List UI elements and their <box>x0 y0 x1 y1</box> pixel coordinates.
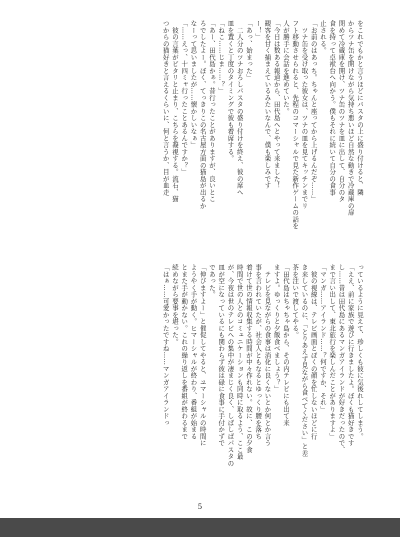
upper-text-line: なーって思いましたが……懐かしいなぁ」 <box>189 20 198 149</box>
lower-text-line: 着けて世の情報収集する時間が中々作れない。故に、この夕食 <box>245 264 253 453</box>
upper-text-line: 「あー、田代島かぁ。昔行ったことがありますが、良いとこ <box>208 20 216 203</box>
upper-text-line: 「……えっ、十四ミャ行ったことあるんですか？」 <box>180 20 189 176</box>
lower-text-line: 「伸びますよー」と催促してやると、ユマーシャルの時間に <box>198 264 207 447</box>
lower-text-line: ようやく手が動く。ヒマーシャルが終わり、番組が始まる <box>189 264 198 440</box>
upper-text-line: 彼の言葉がピタリと止まり、こちらを凝視する。流石、猫 <box>171 20 179 203</box>
upper-text-line: からツナ缶を開けながら気持ち悪いほど自然な動きで冷蔵庫の扉 <box>346 20 355 216</box>
lower-text-line: 「マンガ……アイランド……？何ですか、それ」 <box>319 264 327 413</box>
upper-text-line: 人が勝手に会話を進めていた。 <box>282 20 290 115</box>
upper-text-line: 「お前のはあっち。ちゃんと座ってから上げるんだぞ……」 <box>309 20 318 203</box>
upper-text-line: ツナ缶を受け取った彼女は、ツナの皿を見てキッチンまでリ <box>300 20 309 209</box>
upper-text-line: ー！」 <box>254 20 263 41</box>
upper-text-line: 観客を甘く捕まえているみたいなんで、僕も楽しみです <box>263 20 272 189</box>
lower-text-line: 続めながら要事を堪った。 <box>171 264 179 345</box>
upper-text-line: 二人分のツナおろしパスタの盛り付けを終え、彼の席へ <box>235 20 244 196</box>
lower-text-line: 「田代島はちゃちゃ島から、その内テレビにも出て来 <box>282 264 290 426</box>
lower-text-line: であった。 <box>208 264 216 298</box>
lower-text-line: とまた手が動かない。これの繰り返しを番組が終わるまで <box>180 264 189 440</box>
lower-text-line: き来しているのに、「とりあえず見ながら食べてください」と差 <box>300 264 309 457</box>
upper-text-line: 「今日は数ある報道から、田代島へとやって来ました！ <box>272 20 281 189</box>
page-number: 5 <box>197 503 203 511</box>
upper-text-line: 皿を置くと丁度のタイミングで彼も着席する。 <box>226 20 235 162</box>
lower-text-line: っているように見えて、珍しくも彼に気後れしてしまう。 <box>356 264 364 440</box>
upper-text-line: 止される。 <box>319 20 327 54</box>
lower-text-line: し……昔は田代島にあるマンガアイランドが好きだったので、 <box>337 264 346 453</box>
lower-text-block <box>34 264 364 490</box>
upper-text-block <box>34 20 364 244</box>
upper-text-line: フト移動させられると、先程のコマーシャルで見た新作ゲームの話を <box>291 20 300 230</box>
lower-text-line: 茶を注いで渡してやる。 <box>291 264 300 339</box>
lower-text-line: 事を言われていたが、社会人ともなるとゆっくり腰を落ち <box>254 264 263 440</box>
lower-text-line: 皿が空になっているにも関わらず彼は碌に食事に手付かずで <box>217 264 226 447</box>
upper-text-line: 「ねこ……じま……？」 <box>217 20 226 95</box>
upper-text-line: 閉めて冷蔵庫を開け、ツナ缶のツナを皿に出して、自分のタ <box>337 20 346 203</box>
lower-text-line: まで言い出して、東北旅行を楽しんだことがありますよ」 <box>328 264 337 440</box>
upper-text-line: 「あっ、始まった」 <box>245 20 253 81</box>
lower-text-line: 彼の視線は、テレビ画面とぼくの顔を忙しないほどに行 <box>309 264 318 440</box>
lower-text-line: ますよ。ゆっくりと夕飯食べましょう？」 <box>272 264 281 393</box>
upper-text-line: ろでしたよー。ぼく、てっきりこの名古屋方面の猫島が出るか <box>198 20 207 209</box>
viewer-bottom-bar <box>0 518 400 537</box>
lower-text-line: が、今夜は世のテレビへの集中が凄まじく良く、しばしばパスタの <box>226 264 235 467</box>
upper-text-line: をこれでもかと言うほどにパスタの上に盛り付けると、隣 <box>356 20 364 196</box>
lower-text-line: 時間で世の人とのコミュニケーションも同時に取るよう、ここ最 <box>235 264 244 460</box>
lower-text-line: 「ええ、前に家族で遊びに行きましたよ。ぼくも猫好きです <box>346 264 355 447</box>
lower-text-line: テレビを見ながらの食事は消化に良くないとか何とか言う <box>263 264 272 447</box>
upper-text-line: つからの猫好きと言えるくらいに、何と言うか、目が血走 <box>161 20 170 196</box>
upper-text-line: 食を持って卓袱台へ向かう。僕もそれに続いて自分の食事 <box>328 20 337 196</box>
lower-text-line: 「はぁ……可愛かったですね……マンガアイランドっ <box>161 264 170 426</box>
